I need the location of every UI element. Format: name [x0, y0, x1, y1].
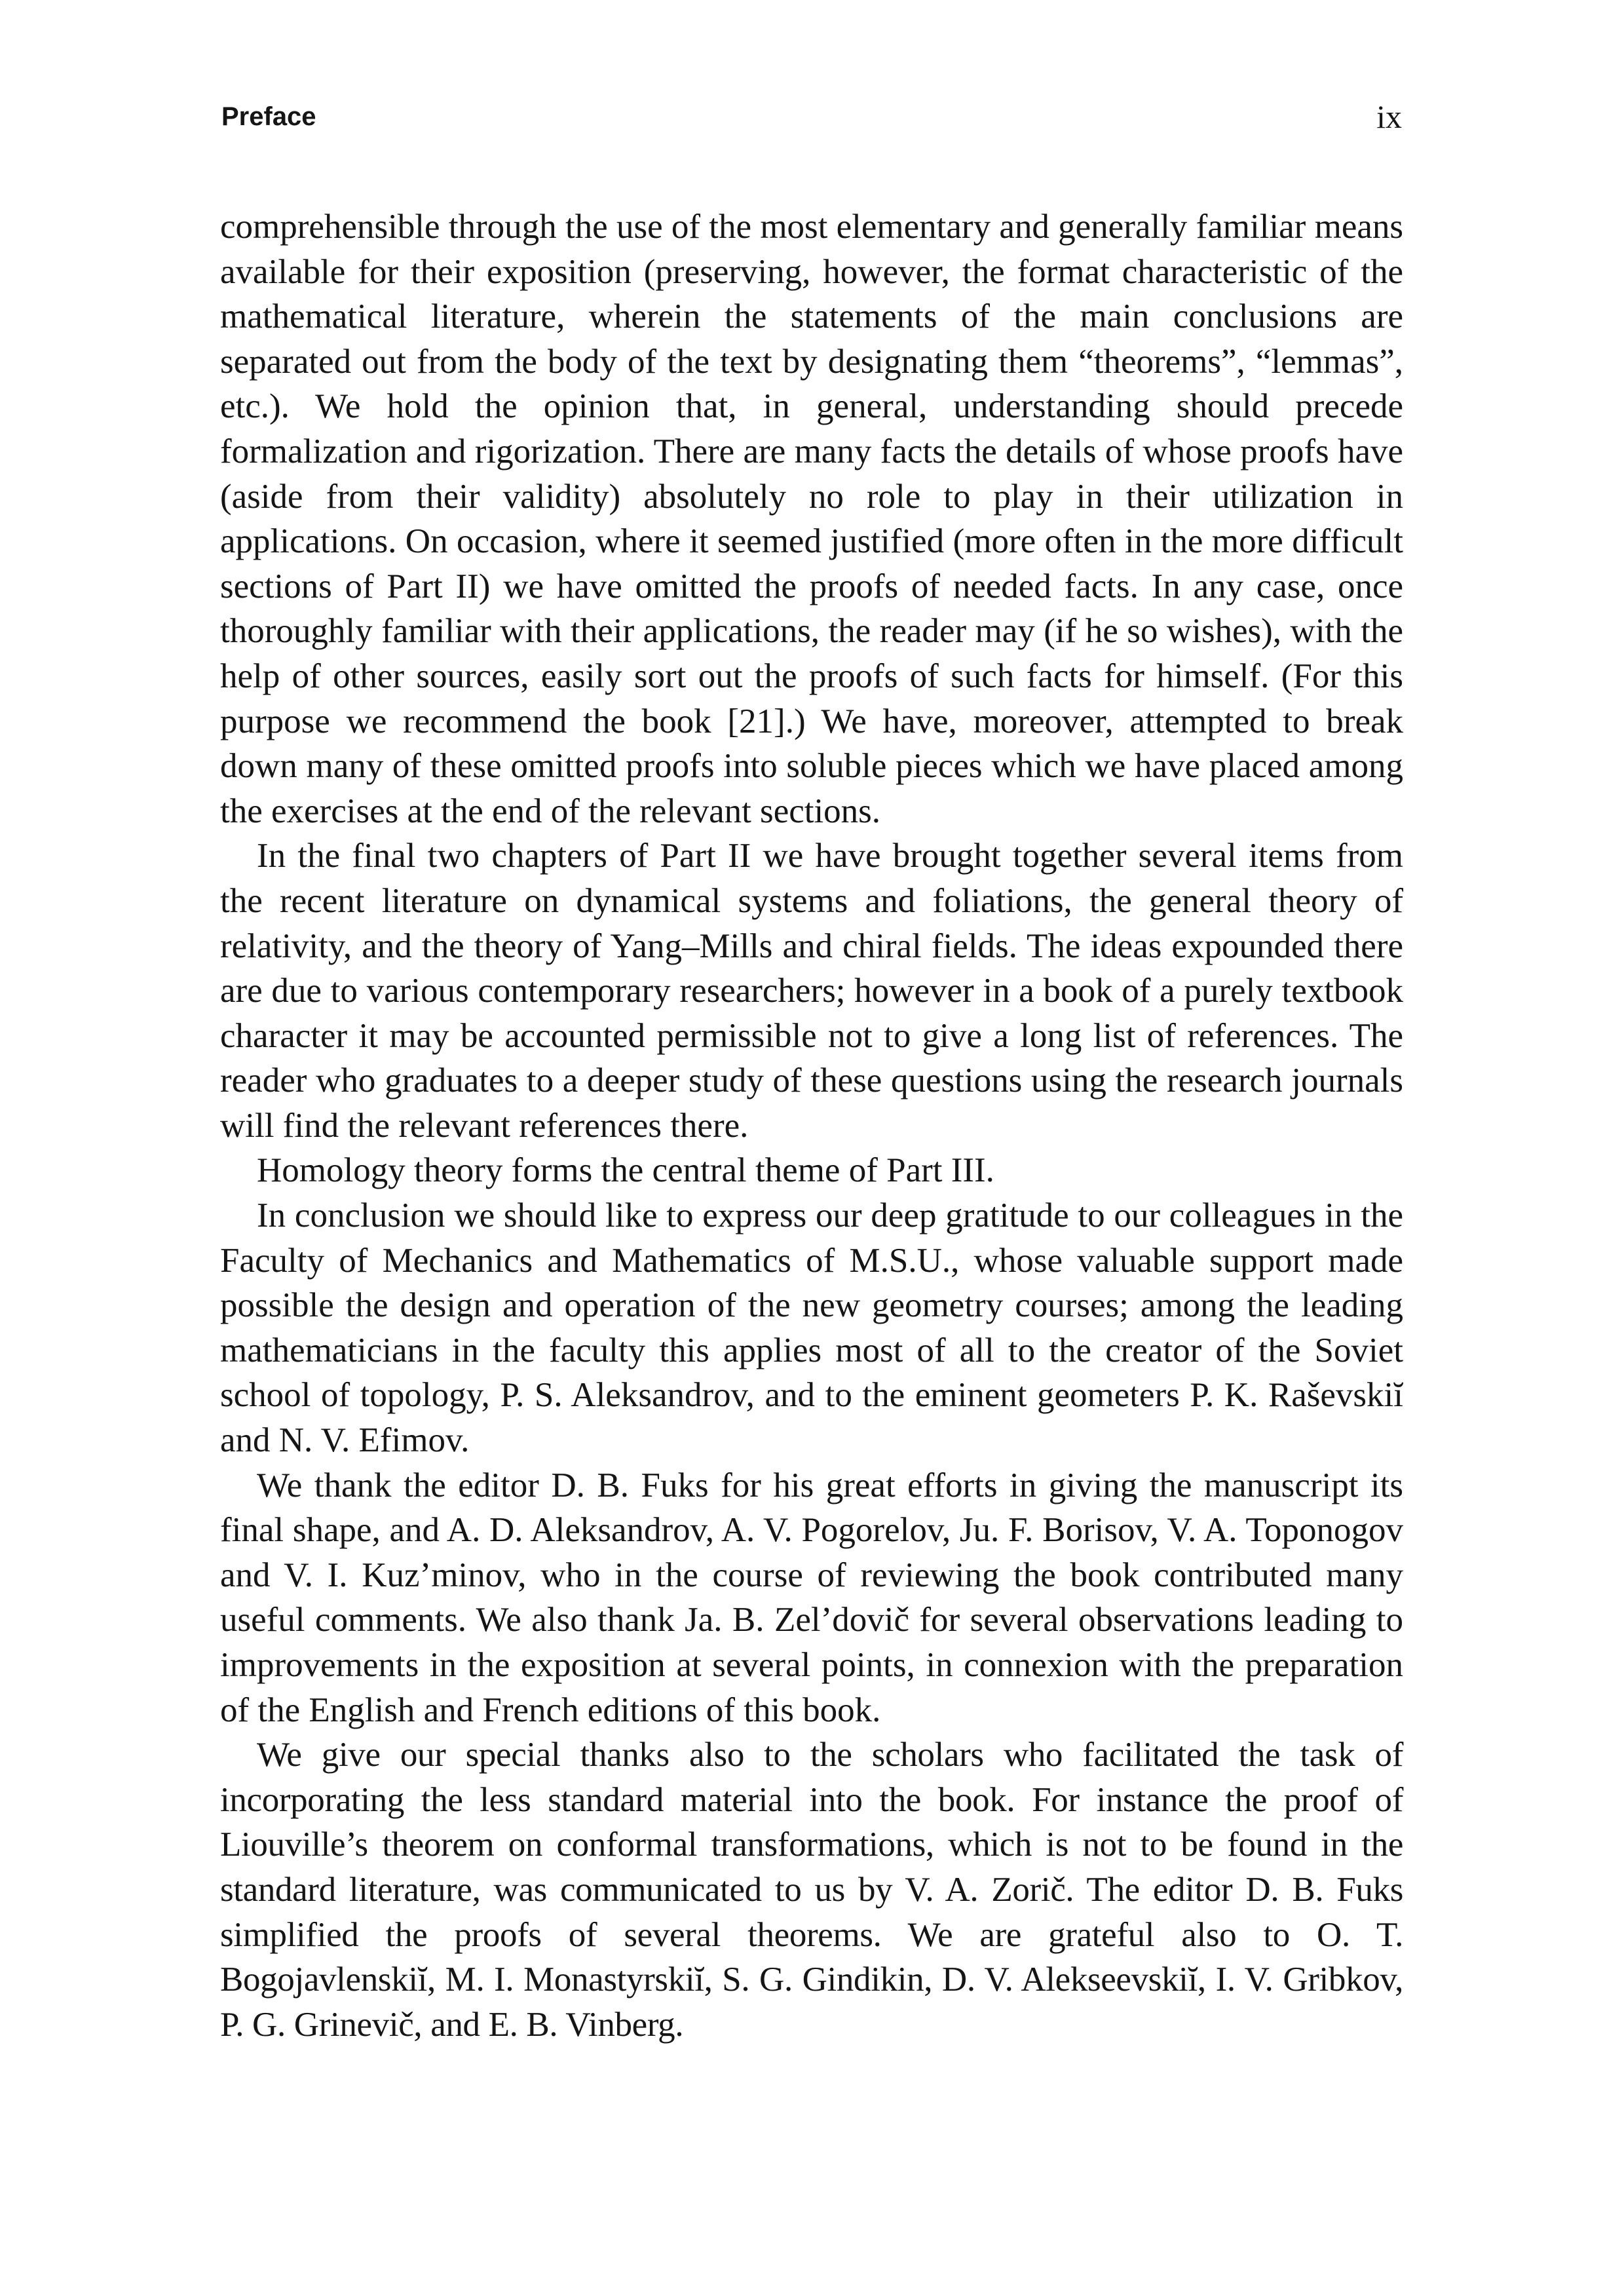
paragraph-homology-theory: Homology theory forms the central theme of Part III.	[257, 1151, 994, 1190]
running-title: Preface	[221, 102, 316, 131]
paragraph-exposition-approach: comprehensible through the use of the most elementary and generally familiar means available for their exposition (preserving, however, the format characteristic of the mathematical literature, wherein the statements of the main conclusions are separated out from the body of the text by designating them “theorems”, “lemmas”, etc.). We hold the opinion that, in general, understanding should precede formalization and rigorization. There are many facts the details of whose proofs have (aside from their validity) absolutely no role to play in their utilization in applications. On occasion, where it seemed justified (more often in the more difficult sections of Part II) we have omitted the proofs of needed facts. In any case, once thoroughly familiar with their applications, the reader may (if he so wishes), with the help of other sources, easily sort out the proofs of such facts for himself. (For this purpose we recommend the book [21].) We have, moreover, attempted to break down many of these omitted proofs into soluble pieces which we have placed among the exercises at the end of the relevant sections.	[220, 208, 1403, 830]
paragraph-part-two-chapters: In the final two chapters of Part II we have brought together several items from the recent literature on dynamical systems and foliations, the general theory of relativity, and the theory of Yang–Mills and chiral fields. The ideas expounded there are due to various contemporary researchers; however in a book of a purely textbook character it may be accounted permissible not to give a long list of references. The reader who graduates to a deeper study of these questions using the research journals will find the relevant references there.	[220, 837, 1403, 1145]
paragraph-thanks-editor: We thank the editor D. B. Fuks for his great efforts in giving the manuscript its final shape, and A. D. Aleksandrov, A. V. Pogorelov, Ju. F. Borisov, V. A. Toponogov and V. I. Kuz’minov, who in the course of reviewing the book contributed many useful comments. We also thank Ja. B. Zel’dovič for several observations leading to improvements in the exposition at several points, in connexion with the preparation of the English and French editions of this book.	[220, 1466, 1403, 1729]
page-number: ix	[1376, 98, 1402, 135]
body-text	[220, 204, 1403, 2047]
running-header	[221, 97, 1402, 136]
paragraph-special-thanks: We give our special thanks also to the scholars who facilitated the task of incorporating the less standard material into the book. For instance the proof of Liouville’s theorem on conformal transformations, which is not to be found in the standard literature, was communicated to us by V. A. Zorič. The editor D. B. Fuks simplified the proofs of several theorems. We are grateful also to O. T. Bogojavlenskiĭ, M. I. Monastyrskiĭ, S. G. Gindikin, D. V. Alekseevskiĭ, I. V. Gribkov, P. G. Grinevič, and E. B. Vinberg.	[220, 1736, 1403, 2044]
paragraph-gratitude-colleagues: In conclusion we should like to express our deep gratitude to our colleagues in the Faculty of Mechanics and Mathematics of M.S.U., whose valuable support made possible the design and operation of the new geometry courses; among the leading mathematicians in the faculty this applies most of all to the creator of the Soviet school of topology, P. S. Aleksandrov, and to the eminent geometers P. K. Raševskiĭ and N. V. Efimov.	[220, 1196, 1403, 1460]
